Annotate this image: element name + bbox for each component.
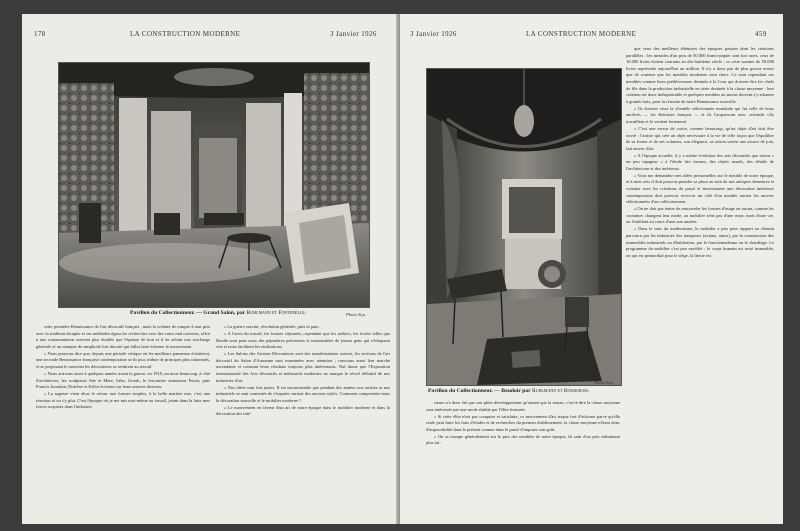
caption-lead: Pavillon du Collectionneur. — Boudoir par	[428, 388, 531, 394]
left-column-1	[36, 324, 210, 411]
boudoir-caption	[428, 388, 589, 394]
paragraph: « A l'aveu du travail, les formes s'épurent, cependant que les ateliers, les écoles telles que Boulle sont pour nous des pépinières précieuses et intarissables de jeunes gens qui s'éduquent vite et nous facilitent les réalisations.	[216, 330, 390, 350]
left-page	[22, 14, 400, 524]
paragraph: « A l'époque actuelle, il y a même évolution des arts décoratifs que retour « un peu tapageur » à l'étude des formes, des objets usuels, des détails de l'architecture et des intérieurs.	[626, 152, 774, 171]
photo-credit: Photo Sep.	[346, 312, 366, 317]
paragraph: « C'est une erreur de croire, comme beaucoup, qu'un objet d'art doit être ouvré : l'artiste qui crée un objet nécessaire à la vie de telle façon que l'équilibre de sa forme et de ses volumes, son élégance, sa raison soient une source de joie, fait œuvre d'art.	[626, 125, 774, 151]
paragraph: « On ne doit pas tenter de renouveler les formes d'usage en aucun, comme les coutumes changent leur mode, au mobilier n'est pas d'une mise, mais d'une vie, on l'oublient au cours d'une aux années.	[626, 206, 774, 225]
photo-credit: Photo Sep.	[594, 380, 614, 385]
paragraph: « Dans le sens du modernisme, le mobilier a pris pour rapport au chemin parcouru par les industries des transports (avions, autos), par la construction des immeubles industriels ou d'habitation, par le fonctionnalisme ou le chauffage. Le programme du mobilier s'est peu modifié : le corps humain est resté immuable, on qui est primordial pour le siège, la literie est	[626, 226, 774, 258]
paragraph: rieurs n'a donc été que son plein développement qu'autant que la masse, c'est-à-dire la classe moyenne sera intéressée par une mode établie par l'élite fortunée.	[426, 400, 620, 412]
grand-salon-caption	[130, 310, 306, 316]
paragraph: « On se trompe généralement sur le prix des meubles de notre époque, ils sont d'un prix infiniment plus fai-	[426, 433, 620, 446]
paragraph: « Le mouvement en faveur d'un art de notre époque dans le mobilier moderne et dans la décoration des inté-	[216, 404, 390, 417]
right-page	[400, 14, 783, 524]
paragraph: « Les Salons des Artistes Décorateurs sont des manifestations suivies, les sections de l'art décoratif du Salon d'Automne sont examinées avec attention ; concours aussi leur marche ascendante et constant leurs résultats toujours plus intéressants. Nul doute que l'Exposition internationale des Arts décoratifs et industriels modernes ne marque le réveil définitif de nos industries d'art.	[216, 351, 390, 383]
left-date: 3 Janvier 1926	[330, 30, 377, 38]
paragraph: que ceux des meilleurs ébénistes des époques passées dont les créations parallèles : les meubles d'un prix de 50.000 francs-papier sont fort rares, ceux de 10.000 livres étaient courants au dix-huitième siècle ; or cette somme de 50.000 livres représente aujourd'hui un million. Il n'y a donc pas de plus grosse erreur que de soutenir que les meubles modernes sont chers. Ce sont cependant ces meubles comme leurs prédécesseurs destinés à la Cour qui doivent être les chefs de file dans la production industrielle en série destinée à la classe moyenne : leur création est donc indispensable et quelques meubles au moins doivent s'y adonner à grands frais, pour la réussite de notre Renaissance nouvelle.	[626, 46, 774, 104]
paragraph: cette première Renaissance de l'art décoratif français ; mais la volonté de rompre à tout prix avec la tradition dicapite et ses méthodes égara les recherches vers des voies mal ouvertes, offrit à une ornementation souvent plus étudiée que l'épaisse de bon et il en advint une surcharge générale et un manque de simplicité fort discuté qui fallut faire échouer le mouvement.	[36, 324, 210, 349]
right-date: 3 Janvier 1926	[410, 30, 457, 38]
right-side-column	[626, 46, 774, 260]
paragraph: « La guerre survint, révolution générale, puis la paix.	[224, 324, 320, 329]
grand-salon-photo	[58, 62, 370, 308]
right-page-number: 459	[755, 30, 767, 38]
paragraph: « Nous pouvons dire que, depuis une période critique où les meilleurs panneaux éclatèrent, une seconde Renaissance française contemporaine se fit jour, imbue de principes plus rationnels, et se proposant le nouveau les décorateurs se sentirent au travail.	[36, 350, 211, 369]
paragraph: « Nous arrivons aussi à quelques années avant la guerre, en 1910, un nous beaucoup, à côté d'architectes, les sculpteurs Süe et Mare, Iribe, Groult, le ferronnier animateur Poiret, puis Francis Jourdain, Dufrêne et Follot écrivent sur leurs œuvres diverses.	[36, 370, 210, 390]
paragraph: « La sagesse vient alors le retour aux formes simples, à la belle matière nue, c'est une réaction et on s'y plut. C'est l'époque où je me mis moi-même au travail, jetant dans la lutte mes forces acquises dans l'industrie.	[36, 391, 210, 410]
left-page-number: 178	[34, 30, 46, 38]
caption-lead: Pavillon du Collectionneur. — Grand Salon, par	[130, 310, 246, 316]
right-magazine-title: LA CONSTRUCTION MODERNE	[526, 30, 637, 38]
caption-authors: Ruhlmann et Bourgeois.	[531, 388, 590, 394]
left-magazine-title: LA CONSTRUCTION MODERNE	[130, 30, 241, 38]
paragraph: « Nos idées sont fort justes. Il est incontestable que pendant des années nos artistes et nos industriels se sont contentés de s'inspirer surtout des anciens styles. Comment comprendre-nous la décoration nouvelle et le mobilier moderne ?	[216, 384, 390, 403]
boudoir-photo	[426, 68, 622, 386]
paragraph: « Ils doivent viser la clientèle sélectionnée mondiale qui fut celle de leurs ancêtres — les ébénistes français — et ils l'acquerront avec certitude s'ils travaillent et le veulent fortement.	[626, 105, 774, 124]
right-bottom-column	[426, 400, 620, 447]
paragraph: « Vous me demandez mes idées personnelles sur le meuble de notre époque, et à mon avis il doit pouvoir prendre sa place au sein de nos antiques demeures et voisiner avec les créations du passé et inversement une décoration intérieure contemporaine doit pouvoir recevoir un côté d'un meuble ancien les œuvres sélectionnées d'un collectionneur.	[626, 172, 774, 205]
paragraph: « Si cette élite n'est pas conquise et satisfaite, ce mouvement d'art risque fort d'échouer parce qu'elle seule peut faire les frais d'études et de recherches du premier établissement, la classe moyenne n'étant donc d'impossibilité dans le présent comme dans le passé d'imposer son goût.	[426, 413, 620, 432]
caption-authors: Ruhlmann et Fontenelle.	[246, 310, 307, 316]
left-column-2	[216, 324, 390, 418]
